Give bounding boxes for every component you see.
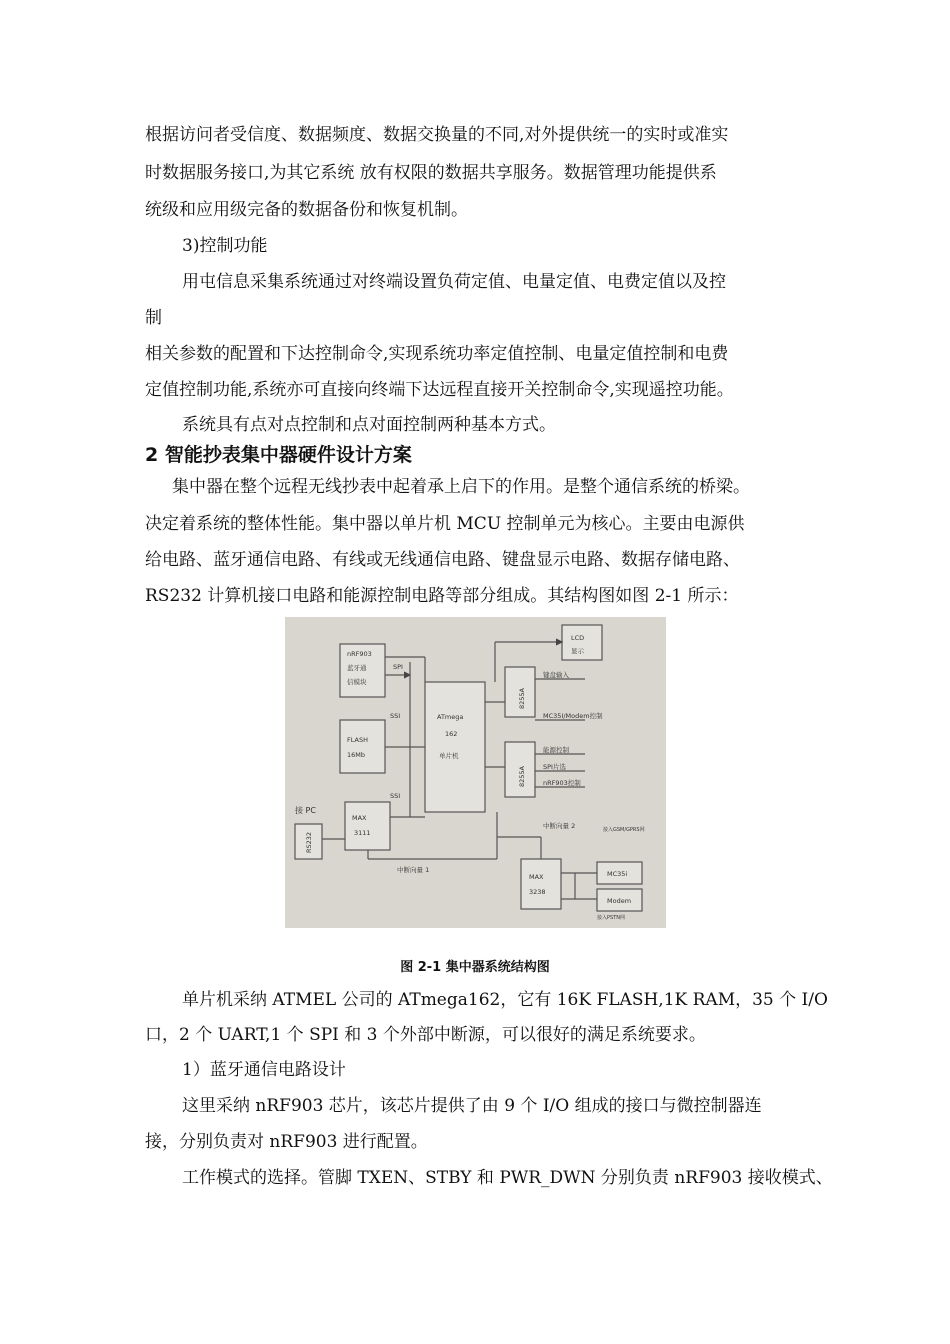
para-line: 制	[145, 308, 162, 328]
para-line: 系统具有点对点控制和点对面控制两种基本方式。	[182, 415, 556, 435]
spi-select-label: SPI片选	[543, 763, 566, 771]
nrf-label-1: nRF903	[347, 650, 372, 658]
to-pc-label: 接 PC	[295, 806, 316, 815]
para-line: 工作模式的选择。管脚 TXEN、STBY 和 PWR_DWN 分别负责 nRF903 接收模式、	[182, 1168, 833, 1188]
para-line: 接，分别负责对 nRF903 进行配置。	[145, 1132, 428, 1152]
int-vec-2-label: 中断向量 2	[543, 822, 576, 830]
int-vec-1-label: 中断向量 1	[397, 866, 430, 874]
lcd-label-2: 显示	[571, 647, 584, 655]
gsm-note: 接入GSM/GPRS网	[603, 827, 645, 833]
mcu-label-1: ATmega	[437, 713, 464, 721]
flash-block	[340, 720, 385, 773]
para-line: 决定着系统的整体性能。集中器以单片机 MCU 控制单元为核心。主要由电源供	[145, 514, 745, 534]
para-line: 相关参数的配置和下达控制命令,实现系统功率定值控制、电量定值控制和电费	[145, 344, 729, 364]
max-right-label-1: MAX	[529, 873, 544, 881]
max-right-label-2: 3238	[529, 888, 546, 896]
para-line: 用屯信息采集系统通过对终端设置负荷定值、电量定值、电费定值以及控	[182, 272, 726, 292]
modem-label: Modem	[607, 897, 632, 905]
lcd-label-1: LCD	[571, 634, 585, 642]
mcu-label-3: 单片机	[439, 752, 459, 760]
spi-label: SPI	[393, 663, 403, 671]
nrf-label-2: 蓝牙通	[347, 664, 367, 672]
system-structure-diagram	[285, 617, 666, 928]
subsection-title: 3)控制功能	[182, 236, 268, 256]
latch-mid-label: 8255A	[518, 766, 526, 787]
para-line: 时数据服务接口,为其它系统 放有权限的数据共享服务。数据管理功能提供系	[145, 163, 717, 183]
energy-ctrl-label: 能源控制	[543, 746, 569, 754]
para-line: 定值控制功能,系统亦可直接向终端下达远程直接开关控制命令,实现遥控功能。	[145, 380, 734, 400]
nrf-ctrl-label: nRF903控制	[543, 779, 581, 787]
latch-top-label: 8255A	[518, 688, 526, 709]
para-line: 这里采纳 nRF903 芯片，该芯片提供了由 9 个 I/O 组成的接口与微控制器连	[182, 1096, 762, 1116]
nrf-label-3: 信模块	[347, 678, 367, 686]
mcu-label-2: 162	[445, 730, 458, 738]
mcu-block	[425, 682, 485, 812]
max-left-label-1: MAX	[352, 814, 367, 822]
para-line: 口，2 个 UART,1 个 SPI 和 3 个外部中断源，可以很好的满足系统要求。	[145, 1025, 706, 1045]
para-line: 根据访问者受信度、数据频度、数据交换量的不同,对外提供统一的实时或准实	[145, 125, 729, 145]
ssi-label-2: SSI	[390, 792, 401, 800]
subsection-title: 1）蓝牙通信电路设计	[182, 1060, 346, 1080]
flash-label-1: FLASH	[347, 736, 368, 744]
para-line: 单片机采纳 ATMEL 公司的 ATmega162，它有 16K FLASH,1K RAM，35 个 I/O	[182, 990, 828, 1010]
pstn-note: 接入PSTN网	[597, 915, 625, 921]
max-left-label-2: 3111	[354, 829, 371, 837]
para-line: 给电路、蓝牙通信电路、有线或无线通信电路、键盘显示电路、数据存储电路、	[145, 550, 740, 570]
para-line: RS232 计算机接口电路和能源控制电路等部分组成。其结构图如图 2-1 所示：	[145, 586, 739, 606]
mc35-modem-ctrl-label: MC35I/Modem控制	[543, 712, 603, 720]
ssi-label-1: SSI	[390, 712, 401, 720]
section-heading: 2 智能抄表集中器硬件设计方案	[145, 444, 412, 466]
para-line: 集中器在整个远程无线抄表中起着承上启下的作用。是整个通信系统的桥梁。	[172, 477, 750, 497]
keyboard-label: 键盘输入	[543, 671, 569, 679]
flash-label-2: 16Mb	[347, 751, 366, 759]
mc35-label: MC35i	[607, 870, 628, 878]
rs232-label: RS232	[305, 831, 313, 853]
max3111-block	[345, 802, 390, 850]
diagram-svg	[285, 617, 666, 928]
max3238-block	[521, 859, 561, 909]
figure-caption: 图 2-1 集中器系统结构图	[400, 960, 550, 975]
para-line: 统级和应用级完备的数据备份和恢复机制。	[145, 200, 468, 220]
